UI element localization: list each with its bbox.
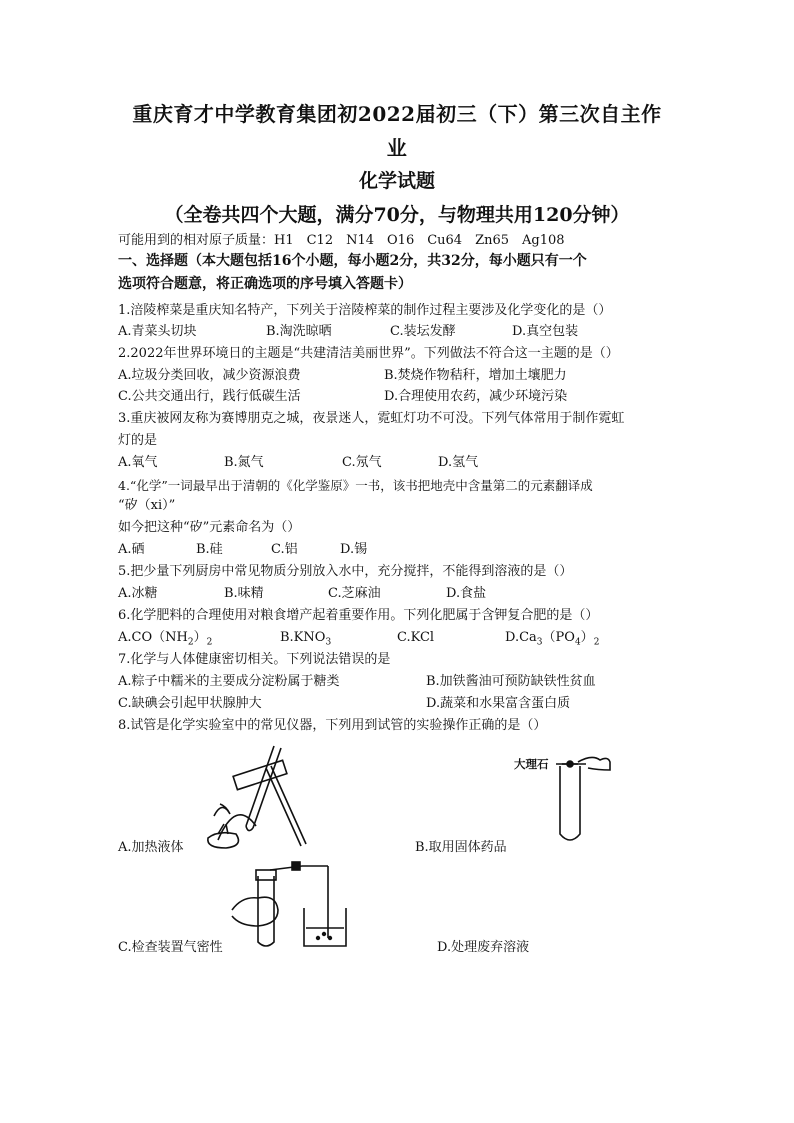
question-5-option-c[interactable]: C.芝麻油 [328,586,381,601]
question-2-option-c[interactable]: C.公共交通出行，践行低碳生活 [118,389,301,404]
question-8-stem: 8.试管是化学实验室中的常见仪器，下列用到试管的实验操作正确的是（） [118,718,547,733]
question-3-stem-line2: 灯的是 [118,433,158,448]
question-6-option-c[interactable]: C.KCl [397,630,435,645]
question-1-option-b[interactable]: B.淘洗晾晒 [266,324,332,339]
question-4-stem-line1: 4.“化学”一词最早出于清朝的《化学鉴原》一书，该书把地壳中含量第二的元素翻译成 [118,478,593,493]
question-4-option-d[interactable]: D.锡 [340,542,368,557]
section-heading-line2: 选项符合题意，将正确选项的序号填入答题卡） [118,276,412,292]
heating-liquid-figure [196,738,316,853]
option-d-close: ） [580,630,594,645]
marble-label: 大理石 [514,757,549,771]
question-4-option-a[interactable]: A.硒 [118,542,145,557]
subscript: 2 [206,637,213,648]
question-1-option-a[interactable]: A.青菜头切块 [118,324,197,339]
question-5-option-d[interactable]: D.食盐 [446,586,487,601]
question-6-option-a[interactable] [118,629,212,652]
option-d-mid: （PO [542,630,575,645]
question-3-option-d[interactable]: D.氢气 [438,455,479,470]
solid-reagent-figure [552,748,612,848]
question-6-stem: 6.化学肥料的合理使用对粮食增产起着重要作用。下列化肥属于含钾复合肥的是（） [118,608,599,623]
exam-title-line2: 业 [386,136,408,160]
option-d-prefix: D.Ca [505,630,537,645]
subscript: 4 [574,637,581,648]
question-8-option-d[interactable]: D.处理废弃溶液 [437,940,530,955]
question-3-stem-line1: 3.重庆被网友称为赛博朋克之城，夜景迷人，霓虹灯功不可没。下列气体常用于制作霓虹 [118,411,625,426]
question-4-option-c[interactable]: C.铝 [271,542,298,557]
subscript: 3 [325,637,332,648]
option-a-prefix: A.CO（NH [118,630,188,645]
question-4-stem-line3: 如今把这种“矽”元素命名为（） [118,520,301,535]
subscript: 2 [593,637,600,648]
question-1-option-c[interactable]: C.装坛发酵 [390,324,456,339]
question-8-option-a[interactable]: A.加热液体 [118,840,184,855]
question-5-option-b[interactable]: B.味精 [224,586,264,601]
atomic-masses: 可能用到的相对原子质量：H1 C12 N14 O16 Cu64 Zn65 Ag108 [118,233,565,248]
question-6-option-d[interactable] [505,629,599,652]
subscript: 2 [187,637,194,648]
question-7-option-a[interactable]: A.粽子中糯米的主要成分淀粉属于糖类 [118,674,340,689]
section-heading-line1: 一、选择题（本大题包括16个小题，每小题2分，共32分，每小题只有一个 [118,253,587,269]
question-8-option-c[interactable]: C.检查装置气密性 [118,940,223,955]
question-7-option-d[interactable]: D.蔬菜和水果富含蛋白质 [426,696,571,711]
question-1-stem: 1.涪陵榨菜是重庆知名特产，下列关于涪陵榨菜的制作过程主要涉及化学变化的是（） [118,303,612,318]
subscript: 3 [536,637,543,648]
question-2-option-d[interactable]: D.合理使用农药，减少环境污染 [384,389,568,404]
question-3-option-c[interactable]: C.氖气 [342,455,382,470]
option-a-close: ） [193,630,207,645]
exam-title-line1: 重庆育才中学教育集团初2022届初三（下）第三次自主作 [132,102,662,126]
question-3-option-a[interactable]: A.氧气 [118,455,158,470]
subject-title: 化学试题 [358,170,435,192]
question-4-stem-line2: “矽（xi）” [118,498,176,513]
question-7-stem: 7.化学与人体健康密切相关。下列说法错误的是 [118,652,391,667]
question-1-option-d[interactable]: D.真空包装 [512,324,579,339]
question-5-option-a[interactable]: A.冰糖 [118,586,158,601]
question-2-option-a[interactable]: A.垃圾分类回收，减少资源浪费 [118,368,301,383]
question-8-option-b[interactable]: B.取用固体药品 [415,840,507,855]
question-3-option-b[interactable]: B.氮气 [224,455,264,470]
exam-info: （全卷共四个大题，满分70分，与物理共用120分钟） [164,204,630,226]
question-7-option-b[interactable]: B.加铁酱油可预防缺铁性贫血 [426,674,596,689]
question-6-option-b[interactable] [280,629,331,652]
question-2-option-b[interactable]: B.焚烧作物秸秆，增加土壤肥力 [384,368,567,383]
question-7-option-c[interactable]: C.缺碘会引起甲状腺肿大 [118,696,262,711]
airtightness-figure [228,858,358,953]
question-2-stem: 2.2022年世界环境日的主题是“共建清洁美丽世界”。下列做法不符合这一主题的是（） [118,346,619,361]
question-4-option-b[interactable]: B.硅 [196,542,223,557]
option-b-prefix: B.KNO [280,630,326,645]
question-5-stem: 5.把少量下列厨房中常见物质分别放入水中，充分搅拌，不能得到溶液的是（） [118,564,573,579]
